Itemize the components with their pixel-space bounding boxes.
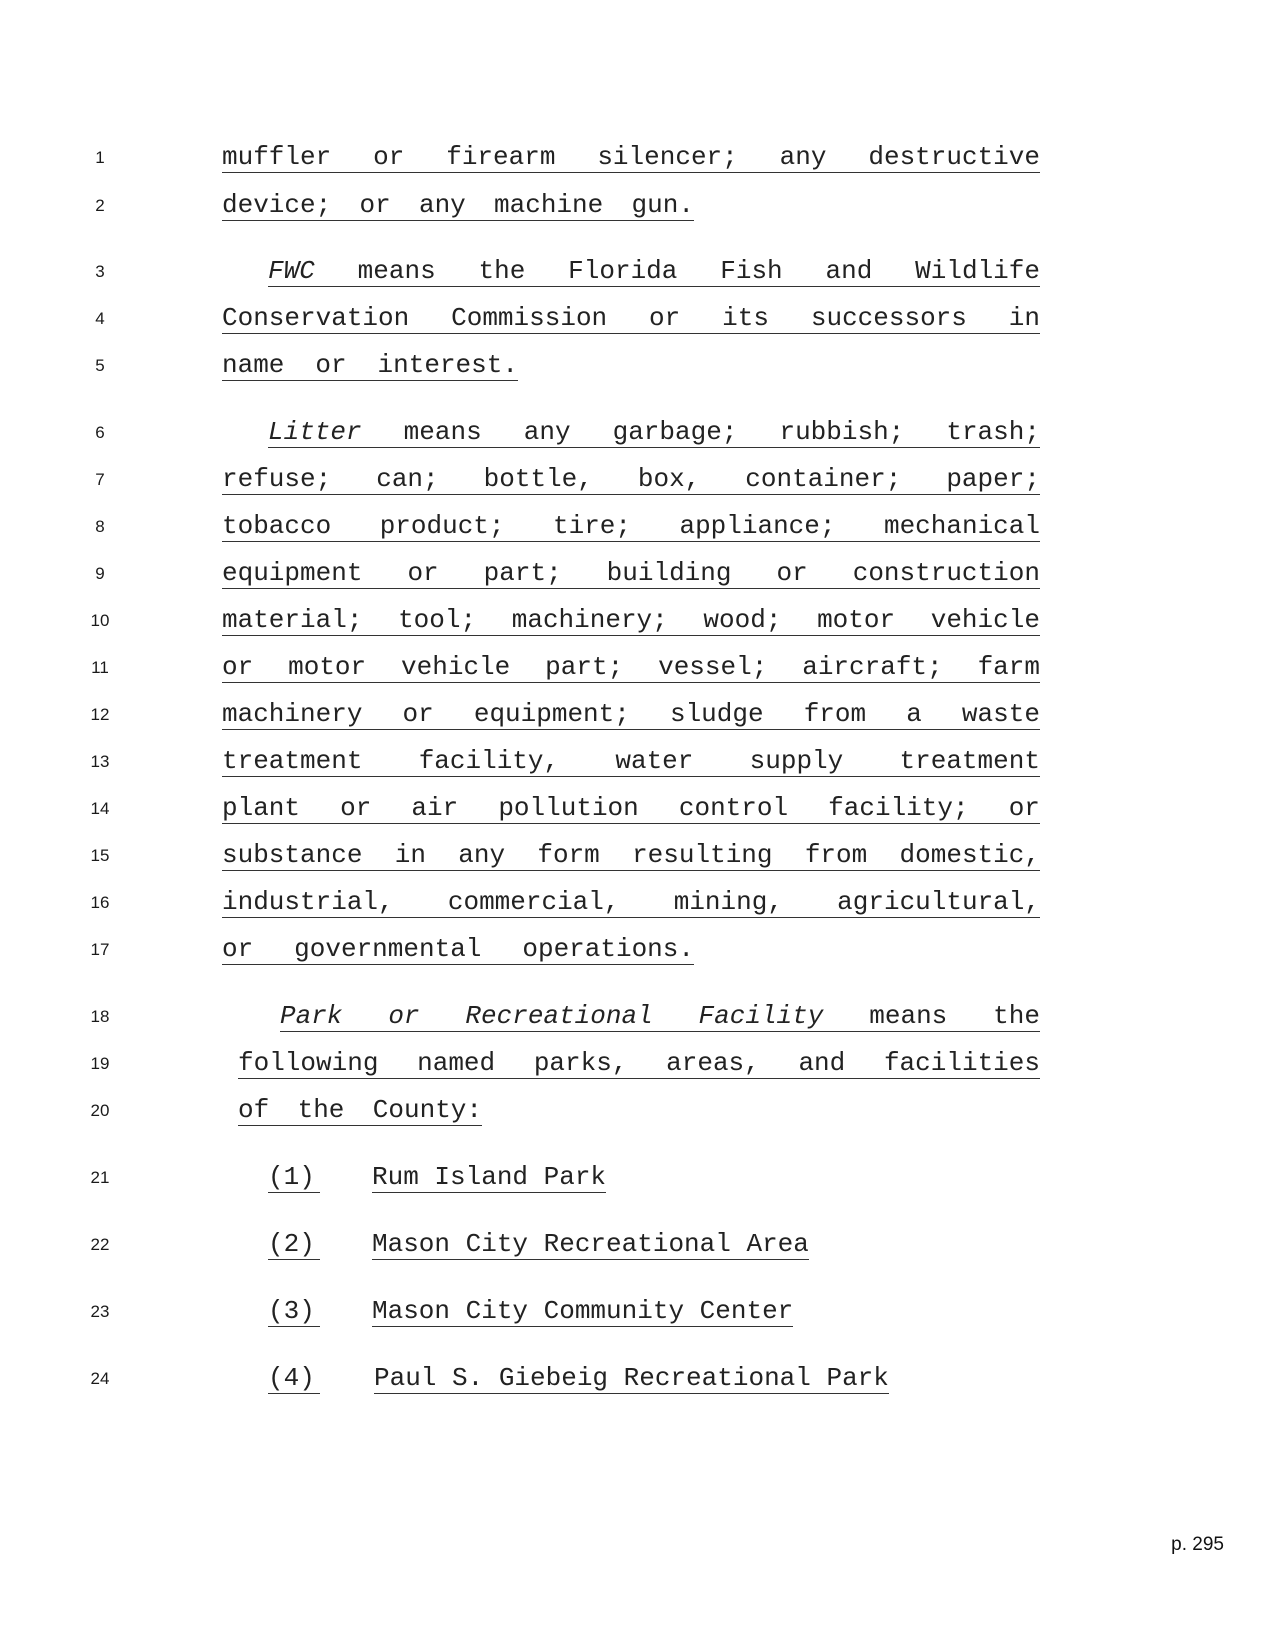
line-number: 13: [90, 752, 110, 771]
line-number: 16: [90, 893, 110, 912]
list-item-text: Paul S. Giebeig Recreational Park: [374, 1363, 889, 1393]
list-item-text: Mason City Recreational Area: [372, 1229, 809, 1259]
line-number: 6: [95, 423, 105, 442]
line-number: 11: [91, 658, 109, 677]
line-number: 10: [90, 611, 110, 630]
text-line: tobacco product; tire; appliance; mechanical: [222, 511, 1040, 541]
line-number: 24: [90, 1369, 110, 1388]
text-line: material; tool; machinery; wood; motor vehicle: [222, 605, 1040, 635]
list-item-number: (1): [268, 1162, 320, 1193]
text-line: equipment or part; building or construction: [222, 558, 1040, 588]
text-line: plant or air pollution control facility; or: [222, 793, 1040, 823]
list-item-number: (4): [268, 1363, 320, 1394]
text-line: treatment facility, water supply treatment: [222, 746, 1040, 776]
line-number: 2: [95, 196, 105, 215]
line-number: 21: [90, 1168, 110, 1187]
text-line: following named parks, areas, and facilities: [238, 1048, 1040, 1078]
line-number: 5: [95, 356, 105, 375]
line-number: 17: [90, 940, 110, 959]
line-number: 18: [90, 1007, 110, 1026]
text-line: Litter means any garbage; rubbish; trash;: [268, 417, 1040, 447]
list-item-number: (2): [268, 1229, 320, 1260]
list-item-number: (3): [268, 1296, 320, 1327]
text-line: industrial, commercial, mining, agricultural,: [222, 887, 1040, 917]
text-line: muffler or firearm silencer; any destructive: [222, 142, 1040, 172]
line-number: 12: [90, 705, 110, 724]
text-line: or governmental operations.: [222, 934, 694, 964]
text-line: FWC means the Florida Fish and Wildlife: [268, 256, 1040, 286]
text-line: refuse; can; bottle, box, container; paper;: [222, 464, 1040, 494]
defined-term: Park: [280, 1001, 343, 1031]
line-number: 23: [90, 1302, 110, 1321]
line-number: 14: [90, 799, 110, 818]
line-number: 9: [95, 564, 105, 583]
list-item-text: Mason City Community Center: [372, 1296, 794, 1326]
text-line: Park or Recreational Facility means the: [280, 1001, 1040, 1031]
text-line: machinery or equipment; sludge from a waste: [222, 699, 1040, 729]
text-line: device; or any machine gun.: [222, 190, 694, 220]
text-line: of the County:: [238, 1095, 482, 1125]
line-number: 15: [90, 846, 110, 865]
line-number: 7: [95, 470, 105, 489]
line-number: 4: [95, 309, 105, 328]
page-number: p. 295: [1171, 1534, 1224, 1555]
text-line: Conservation Commission or its successors in: [222, 303, 1040, 333]
line-number: 22: [90, 1235, 110, 1254]
text-line: substance in any form resulting from domestic,: [222, 840, 1040, 870]
line-number: 3: [95, 262, 105, 281]
line-number: 8: [95, 517, 105, 536]
text-line: name or interest.: [222, 350, 518, 380]
defined-term: FWC: [268, 256, 315, 286]
line-number: 1: [95, 148, 105, 167]
line-number: 20: [90, 1101, 110, 1120]
list-item-text: Rum Island Park: [372, 1162, 607, 1192]
line-number: 19: [90, 1054, 110, 1073]
defined-term: Litter: [268, 417, 362, 447]
text-line: or motor vehicle part; vessel; aircraft; farm: [222, 652, 1040, 682]
